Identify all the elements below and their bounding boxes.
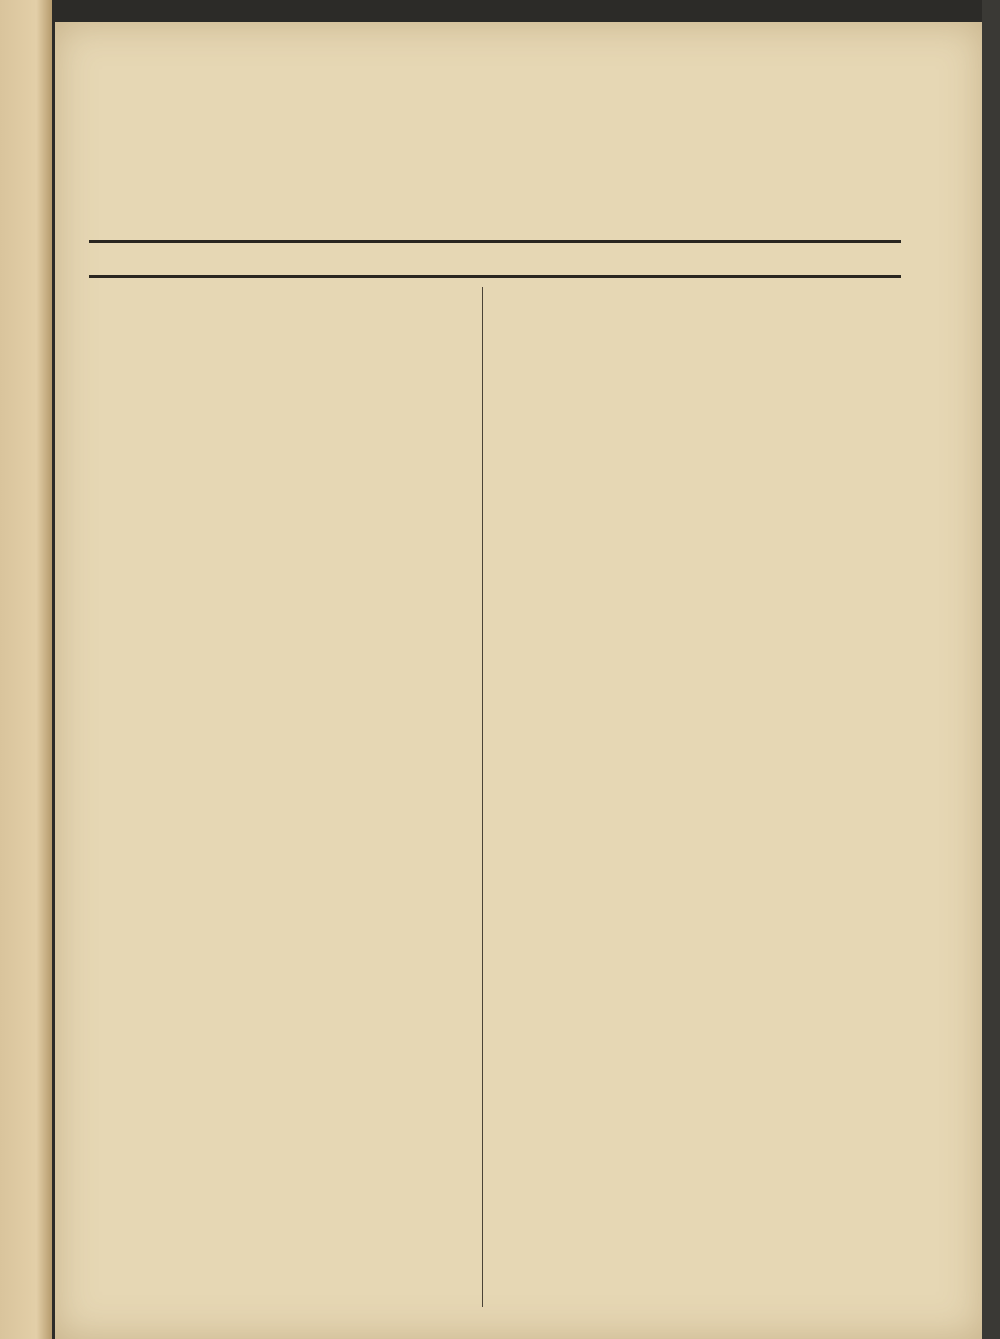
column-divider xyxy=(482,287,483,1307)
dateline xyxy=(89,240,901,278)
left-column xyxy=(100,292,475,314)
masthead xyxy=(95,77,945,83)
binding-edge xyxy=(982,0,1000,1339)
newspaper-page xyxy=(55,22,983,1339)
adjacent-page-strip xyxy=(0,0,52,1339)
